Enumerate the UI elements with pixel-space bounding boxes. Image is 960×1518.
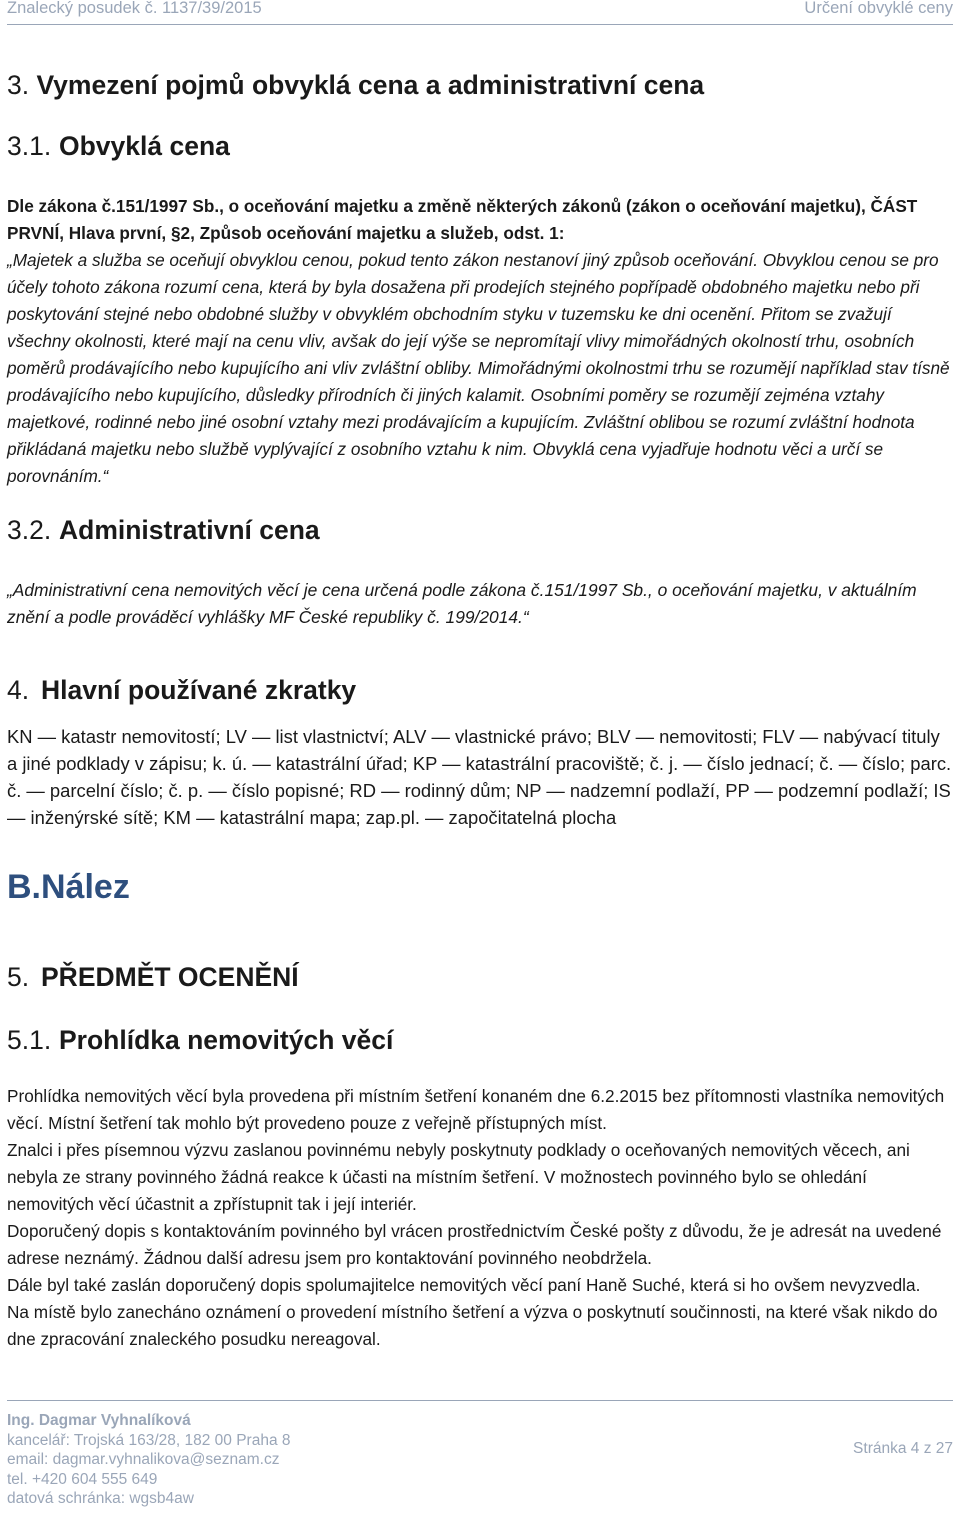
heading-number: 5.1.	[7, 1025, 52, 1055]
section-3-2-quote: „Administrativní cena nemovitých věcí je cena určená podle zákona č.151/1997 Sb., o oceňování majetku, v aktuálním znění a podle prováděcí vyhlášky MF České republiky č. 199/2014.“	[7, 580, 917, 627]
footer-divider	[7, 1400, 953, 1401]
heading-section-3-2	[7, 515, 320, 546]
paragraph: Znalci i přes písemnou výzvu zaslanou povinnému nebyly poskytnuty podklady o oceňovaných nemovitých věcech, ani nebyla ze strany povinného žádná reakce k účasti na místním šetření. V možnostech povinného bylo se ohledání nemovitých věcí účastnit a zpřístupnit tak i její interiér.	[7, 1140, 910, 1214]
heading-number: 3.	[7, 70, 30, 100]
abbreviations-list: KN — katastr nemovitostí; LV — list vlastnictví; ALV — vlastnické právo; BLV — nemovitosti; FLV — nabývací tituly a jiné podklady v zápisu; k. ú. — katastrální úřad; KP — katastrální pracoviště; č. j. — číslo jednací; č. — číslo; parc. č. — parcelní číslo; č. p. — číslo popisné; RD — rodinný dům; NP — nadzemní podlaží, PP — podzemní podlaží; IS — inženýrské sítě; KM — katastrální mapa; zap.pl. — započitatelná plocha	[7, 726, 952, 828]
legal-citation: Dle zákona č.151/1997 Sb., o oceňování majetku a změně některých zákonů (zákon o oceňování majetku), ČÁST PRVNÍ, Hlava první, §2, Způsob oceňování majetku a služeb, odst. 1:	[7, 196, 918, 243]
page-number: Stránka 4 z 27	[853, 1440, 953, 1457]
heading-title: Vymezení pojmů obvyklá cena a administrativní cena	[36, 70, 705, 100]
heading-title: PŘEDMĚT OCENĚNÍ	[41, 962, 299, 992]
footer-data-box: datová schránka: wgsb4aw	[7, 1490, 194, 1508]
footer-phone: tel. +420 604 555 649	[7, 1470, 158, 1488]
heading-title: Obvyklá cena	[59, 131, 230, 161]
heading-number: 3.1.	[7, 131, 52, 161]
heading-number: 4.	[7, 675, 30, 705]
heading-number: 3.2.	[7, 515, 52, 545]
heading-section-3	[7, 70, 704, 101]
header-section-title: Určení obvyklé ceny	[804, 0, 953, 17]
footer-office: kancelář: Trojská 163/28, 182 00 Praha 8	[7, 1431, 291, 1449]
header-divider	[7, 24, 953, 25]
section-5-1-text	[7, 1083, 955, 1353]
footer-contact	[7, 1411, 291, 1509]
heading-title: Administrativní cena	[59, 515, 320, 545]
footer-email: email: dagmar.vyhnalikova@seznam.cz	[7, 1451, 280, 1469]
heading-section-4	[7, 675, 356, 706]
heading-section-5	[7, 962, 299, 993]
header-document-title: Znalecký posudek č. 1137/39/2015	[7, 0, 262, 17]
part-b-heading: B.Nález	[7, 868, 130, 906]
heading-title: Prohlídka nemovitých věcí	[59, 1025, 394, 1055]
paragraph: Na místě bylo zanecháno oznámení o provedení místního šetření a výzva o poskytnutí součinnosti, na které však nikdo do dne zpracování znaleckého posudku nereagoval.	[7, 1302, 938, 1349]
paragraph: Prohlídka nemovitých věcí byla provedena při místním šetření konaném dne 6.2.2015 bez přítomnosti vlastníka nemovitých věcí. Místní šetření tak mohlo být provedeno pouze z veřejně přístupných míst.	[7, 1086, 945, 1133]
heading-section-3-1	[7, 131, 230, 162]
paragraph: Doporučený dopis s kontaktováním povinného byl vrácen prostřednictvím České pošty z důvodu, že je adresát na uvedené adrese neznámý. Žádnou další adresu jsem pro kontaktování povinného neobdržela.	[7, 1221, 942, 1268]
section-3-1-text	[7, 193, 955, 490]
heading-title: Hlavní používané zkratky	[41, 675, 357, 705]
legal-quote: „Majetek a služba se oceňují obvyklou cenou, pokud tento zákon nestanoví jiný způsob oceňování. Obvyklou cenou se pro účely tohoto zákona rozumí cena, která by byla dosažena při prodejích stejného popřípadě obdobného majetku nebo při poskytování stejné nebo obdobné služby v obvyklém obchodním styku v tuzemsku ke dni ocenění. Přitom se zvažují všechny okolnosti, které mají na cenu vliv, avšak do její výše se nepromítají vlivy mimořádných okolností trhu, osobních poměrů prodávajícího nebo kupujícího ani vliv zvláštní obliby. Mimořádnými okolnostmi trhu se rozumějí například stav tísně prodávajícího nebo kupujícího, důsledky přírodních či jiných kalamit. Osobními poměry se rozumějí zejména vztahy majetkové, rodinné nebo jiné osobní vztahy mezi prodávajícím a kupujícím. Zvláštní oblibou se rozumí zvláštní hodnota přikládaná majetku nebo službě vyplývající z osobního vztahu k nim. Obvyklá cena vyjadřuje hodnotu věci a určí se porovnáním.“	[7, 250, 950, 486]
heading-number: 5.	[7, 962, 30, 992]
heading-section-5-1	[7, 1025, 393, 1056]
paragraph: Dále byl také zaslán doporučený dopis spolumajitelce nemovitých věcí paní Haně Suché, která si ho ovšem nevyzvedla.	[7, 1275, 921, 1295]
footer-name: Ing. Dagmar Vyhnalíková	[7, 1412, 191, 1429]
